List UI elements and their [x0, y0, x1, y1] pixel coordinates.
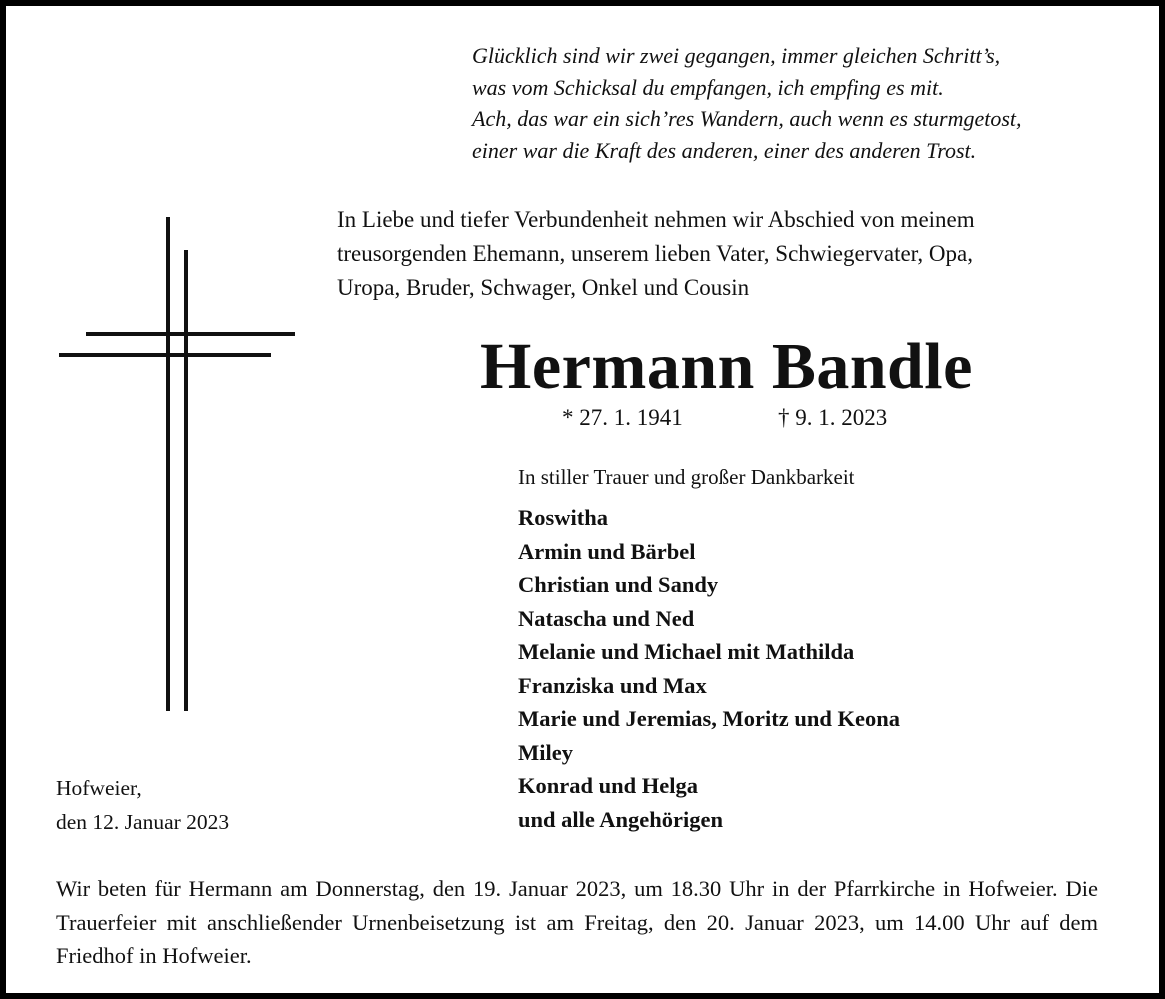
family-member: Marie und Jeremias, Moritz und Keona [518, 706, 901, 731]
cross-icon [46, 206, 306, 721]
family-member: Melanie und Michael mit Mathilda [518, 639, 855, 664]
family-member: Franziska und Max [518, 672, 707, 698]
place: Hofweier, [56, 776, 142, 800]
family-member: Miley [518, 739, 573, 765]
notice-date: den 12. Januar 2023 [56, 810, 230, 834]
birth-date: * 27. 1. 1941 [562, 405, 683, 430]
poem-line: Ach, das war ein sich’res Wandern, auch wenn es sturmgetost, [472, 106, 1022, 131]
intro-line: treusorgenden Ehemann, unserem lieben Vater, Schwiegervater, Opa, [337, 241, 973, 266]
farewell-intro [337, 203, 975, 305]
family-list [518, 501, 900, 836]
family-member: Konrad und Helga [518, 773, 699, 798]
poem [472, 40, 1022, 166]
death-date: † 9. 1. 2023 [778, 405, 888, 430]
place-date [56, 771, 229, 839]
poem-line: was vom Schicksal du empfangen, ich empfing es mit. [472, 74, 944, 100]
family-member: Christian und Sandy [518, 572, 719, 597]
intro-line: In Liebe und tiefer Verbundenheit nehmen wir Abschied von meinem [337, 207, 975, 232]
poem-line: Glücklich sind wir zwei gegangen, immer gleichen Schritt’s, [472, 43, 1001, 68]
poem-line: einer war die Kraft des anderen, einer des anderen Trost. [472, 137, 977, 163]
mourning-line: In stiller Trauer und großer Dankbarkeit [518, 465, 855, 489]
family-member: und alle Angehörigen [518, 806, 724, 832]
intro-line: Uropa, Bruder, Schwager, Onkel und Cousin [337, 275, 750, 300]
deceased-name: Hermann Bandle [480, 330, 973, 403]
family-member: Armin und Bärbel [518, 538, 696, 564]
family-member: Roswitha [518, 505, 609, 530]
service-announcement: Wir beten für Hermann am Donnerstag, den 19. Januar 2023, um 18.30 Uhr in der Pfarrkirche in Hofweier. Die Trauerfeier mit anschließender Urnenbeisetzung ist am Freitag, den 20. Januar 2023, um 14.00 Uhr auf dem Friedhof in Hofweier. [56, 876, 1098, 968]
family-member: Natascha und Ned [518, 605, 695, 631]
